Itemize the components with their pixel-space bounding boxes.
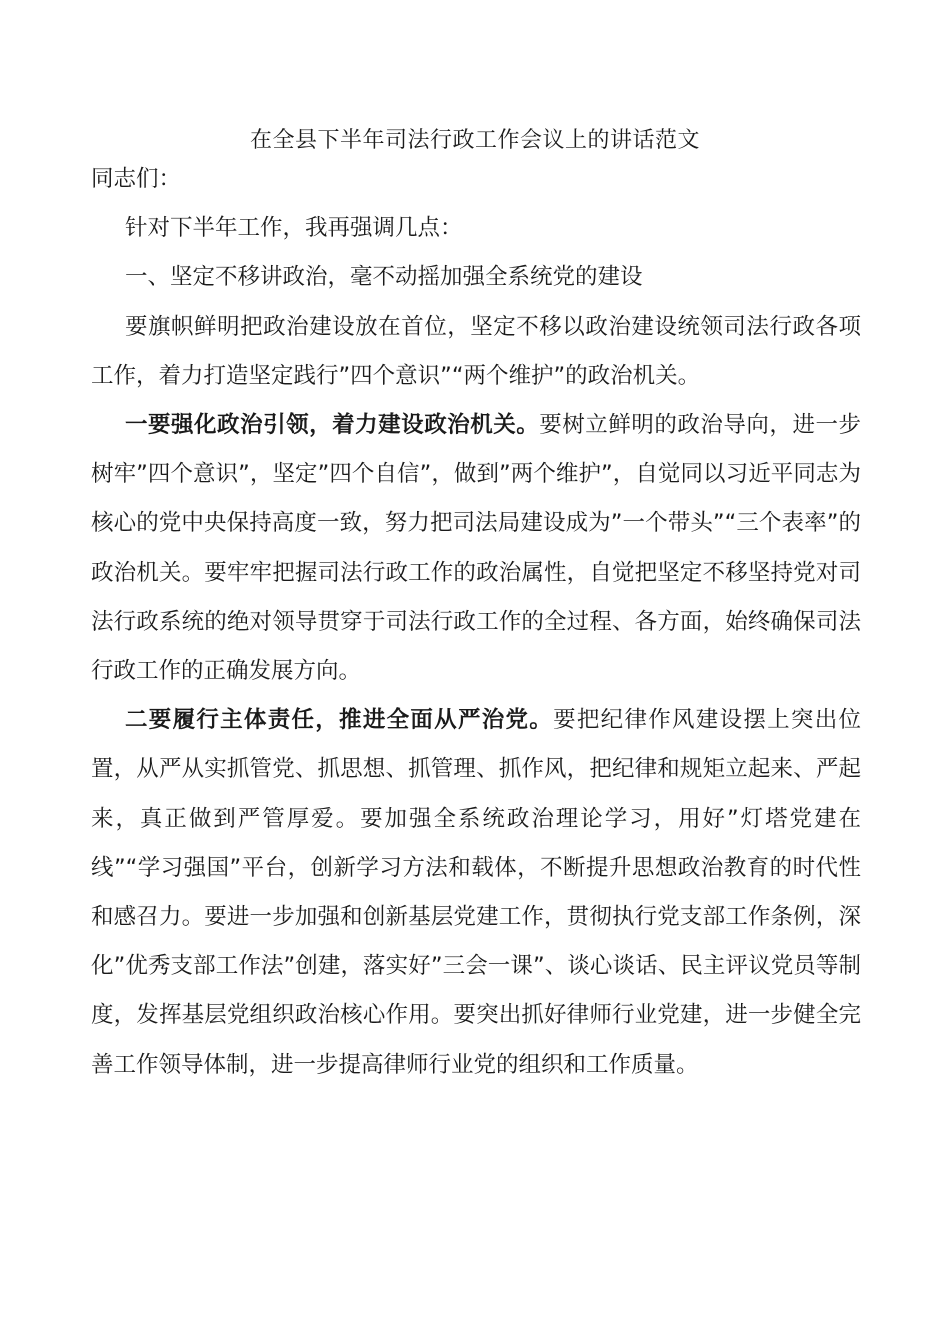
document-body xyxy=(91,155,861,1090)
point-2-lead: 二要履行主体责任，推进全面从严治党。 xyxy=(125,707,554,734)
paragraph-point-2 xyxy=(91,696,861,1090)
point-1-body: 要树立鲜明的政治导向，进一步树牢”四个意识”，坚定”四个自信”，做到”两个维护”，自觉同以习近平同志为核心的党中央保持高度一致，努力把司法局建设成为”一个带头”“三个表率”的政治机关。要牢牢把握司法行政工作的政治属性，自觉把坚定不移坚持党对司法行政系统的绝对领导贯穿于司法行政工作的全过程、各方面，始终确保司法行政工作的正确发展方向。 xyxy=(91,412,861,685)
point-2-body: 要把纪律作风建设摆上突出位置，从严从实抓管党、抓思想、抓管理、抓作风，把纪律和规矩立起来、严起来，真正做到严管厚爱。要加强全系统政治理论学习，用好”灯塔党建在线”“学习强国”平台，创新学习方法和载体，不断提升思想政治教育的时代性和感召力。要进一步加强和创新基层党建工作，贯彻执行党支部工作条例，深化”优秀支部工作法”创建，落实好”三会一课”、谈心谈话、民主评议党员等制度，发挥基层党组织政治核心作用。要突出抓好律师行业党建，进一步健全完善工作领导体制，进一步提高律师行业党的组织和工作质量。 xyxy=(91,707,861,1078)
document-title: 在全县下半年司法行政工作会议上的讲话范文 xyxy=(249,128,700,153)
intro-paragraph: 针对下半年工作，我再强调几点： xyxy=(125,215,463,242)
paragraph-1: 要旗帜鲜明把政治建设放在首位，坚定不移以政治建设统领司法行政各项工作，着力打造坚定践行”四个意识”“两个维护”的政治机关。 xyxy=(91,313,861,389)
point-1-lead: 一要强化政治引领，着力建设政治机关。 xyxy=(125,412,540,439)
paragraph-point-1 xyxy=(91,401,861,696)
salutation: 同志们： xyxy=(91,166,182,192)
section-heading: 一、坚定不移讲政治，毫不动摇加强全系统党的建设 xyxy=(125,264,643,291)
